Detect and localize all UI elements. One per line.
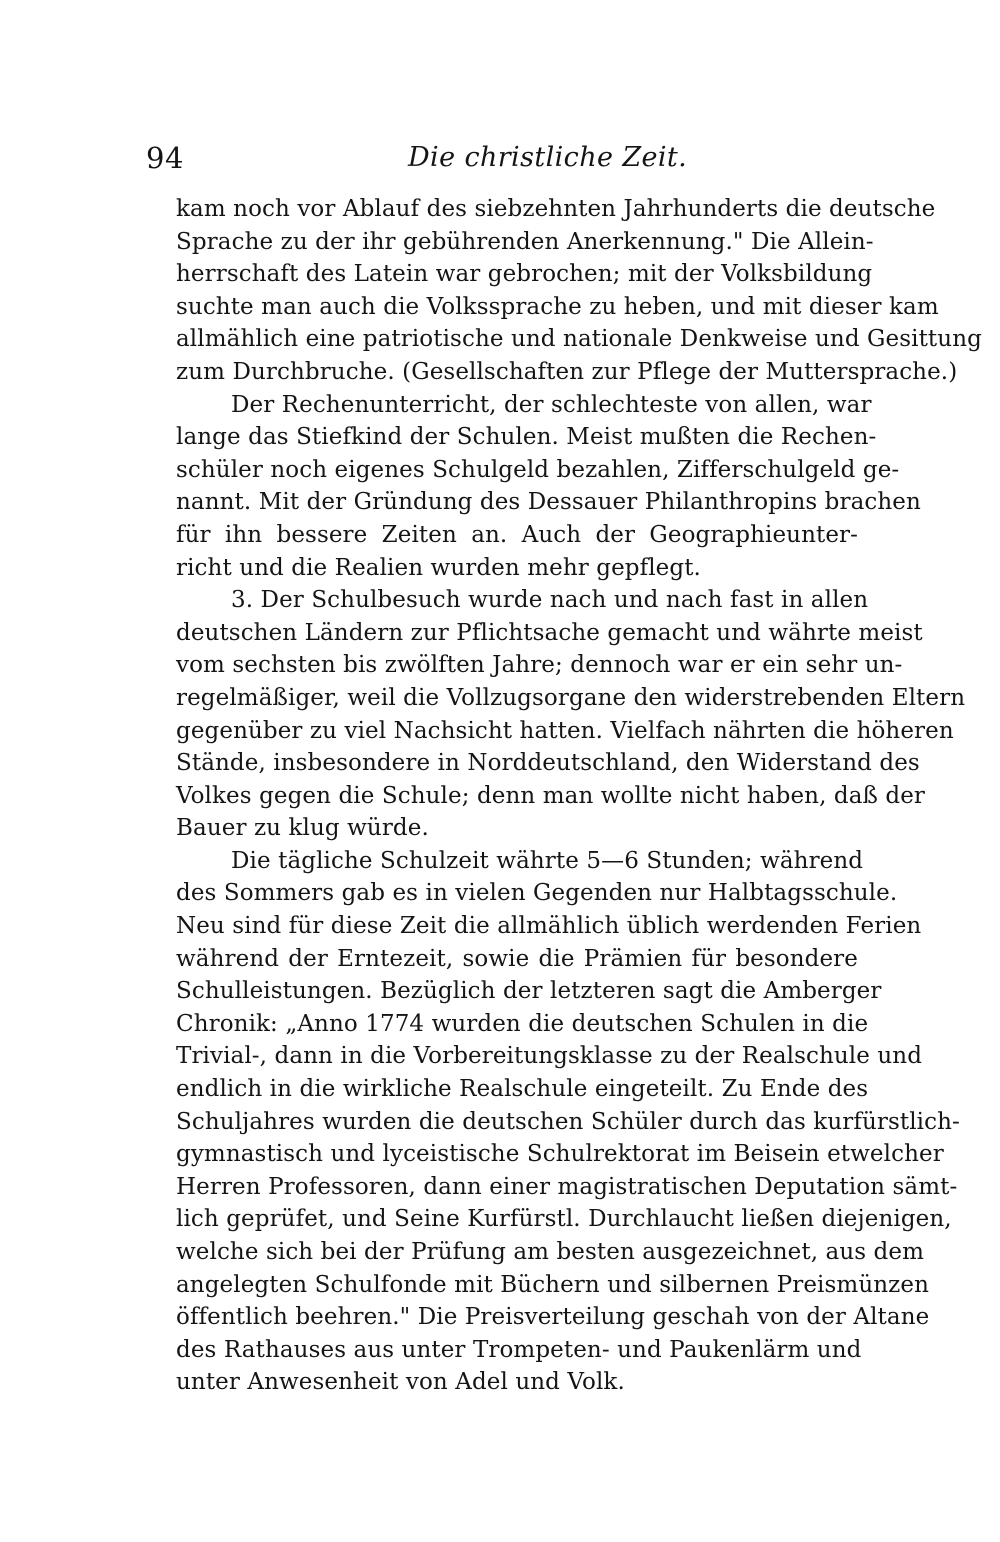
text-line: lich geprüfet, und Seine Kurfürstl. Durchlaucht ließen diejenigen, (176, 1206, 952, 1233)
text-line: Schuljahres wurden die deutschen Schüler durch das kurfürstlich- (176, 1108, 960, 1135)
text-line: allmählich eine patriotische und nationale Denkweise und Gesittung (176, 326, 982, 353)
text-line: herrschaft des Latein war gebrochen; mit der Volksbildung (176, 261, 873, 288)
text-line: für ihn bessere Zeiten an. Auch der Geographieunter- (176, 521, 858, 548)
text-line: Volkes gegen die Schule; denn man wollte nicht haben, daß der (176, 782, 926, 809)
text-line: Neu sind für diese Zeit die allmählich üblich werdenden Ferien (176, 913, 922, 940)
text-line: Schulleistungen. Bezüglich der letzteren sagt die Amberger (176, 978, 882, 1005)
text-line: nannt. Mit der Gründung des Dessauer Philanthropins brachen (176, 489, 921, 516)
page-number: 94 (146, 141, 184, 175)
text-line: Herren Professoren, dann einer magistratischen Deputation sämt- (176, 1173, 958, 1200)
text-line: gymnastisch und lyceistische Schulrektorat im Beisein etwelcher (176, 1141, 944, 1168)
text-line: angelegten Schulfonde mit Büchern und silbernen Preismünzen (176, 1271, 929, 1298)
text-line: Sprache zu der ihr gebührenden Anerkennung." Die Allein- (176, 228, 874, 255)
text-line: Trivial-, dann in die Vorbereitungsklasse zu der Realschule und (176, 1043, 923, 1070)
text-line: richt und die Realien wurden mehr gepflegt. (176, 554, 701, 581)
text-line: des Rathauses aus unter Trompeten- und Paukenlärm und (176, 1336, 862, 1363)
text-line: schüler noch eigenes Schulgeld bezahlen, Zifferschulgeld ge- (176, 456, 900, 483)
text-line: 3. Der Schulbesuch wurde nach und nach fast in allen (231, 587, 869, 614)
text-line: endlich in die wirkliche Realschule eingeteilt. Zu Ende des (176, 1076, 869, 1103)
text-line: lange das Stiefkind der Schulen. Meist mußten die Rechen- (176, 424, 877, 451)
body-text (176, 193, 982, 1399)
text-line: des Sommers gab es in vielen Gegenden nur Halbtagsschule. (176, 880, 898, 907)
text-line: Der Rechenunterricht, der schlechteste von allen, war (231, 391, 872, 418)
text-line: unter Anwesenheit von Adel und Volk. (176, 1369, 625, 1396)
text-line: gegenüber zu viel Nachsicht hatten. Vielfach nährten die höheren (176, 717, 954, 744)
text-line: Bauer zu klug würde. (176, 815, 429, 842)
text-line: kam noch vor Ablauf des siebzehnten Jahrhunderts die deutsche (176, 196, 936, 222)
text-line: Die tägliche Schulzeit währte 5—6 Stunden; während (231, 847, 864, 874)
text-line: Chronik: „Anno 1774 wurden die deutschen Schulen in die (176, 1010, 869, 1037)
text-line: welche sich bei der Prüfung am besten ausgezeichnet, aus dem (176, 1239, 924, 1265)
text-line: während der Erntezeit, sowie die Prämien für besondere (176, 945, 858, 972)
text-line: deutschen Ländern zur Pflichtsache gemacht und währte meist (176, 619, 923, 646)
text-line: zum Durchbruche. (Gesellschaften zur Pflege der Muttersprache.) (176, 358, 958, 385)
text-line: suchte man auch die Volkssprache zu heben, und mit dieser kam (176, 293, 939, 320)
text-line: vom sechsten bis zwölften Jahre; dennoch war er ein sehr un- (176, 652, 903, 679)
page-header (146, 138, 864, 182)
text-line: regelmäßiger, weil die Vollzugsorgane den widerstrebenden Eltern (176, 684, 966, 711)
text-line: öffentlich beehren." Die Preisverteilung geschah von der Altane (176, 1304, 930, 1331)
running-title: Die christliche Zeit. (408, 142, 688, 173)
text-line: Stände, insbesondere in Norddeutschland, den Widerstand des (176, 750, 920, 777)
